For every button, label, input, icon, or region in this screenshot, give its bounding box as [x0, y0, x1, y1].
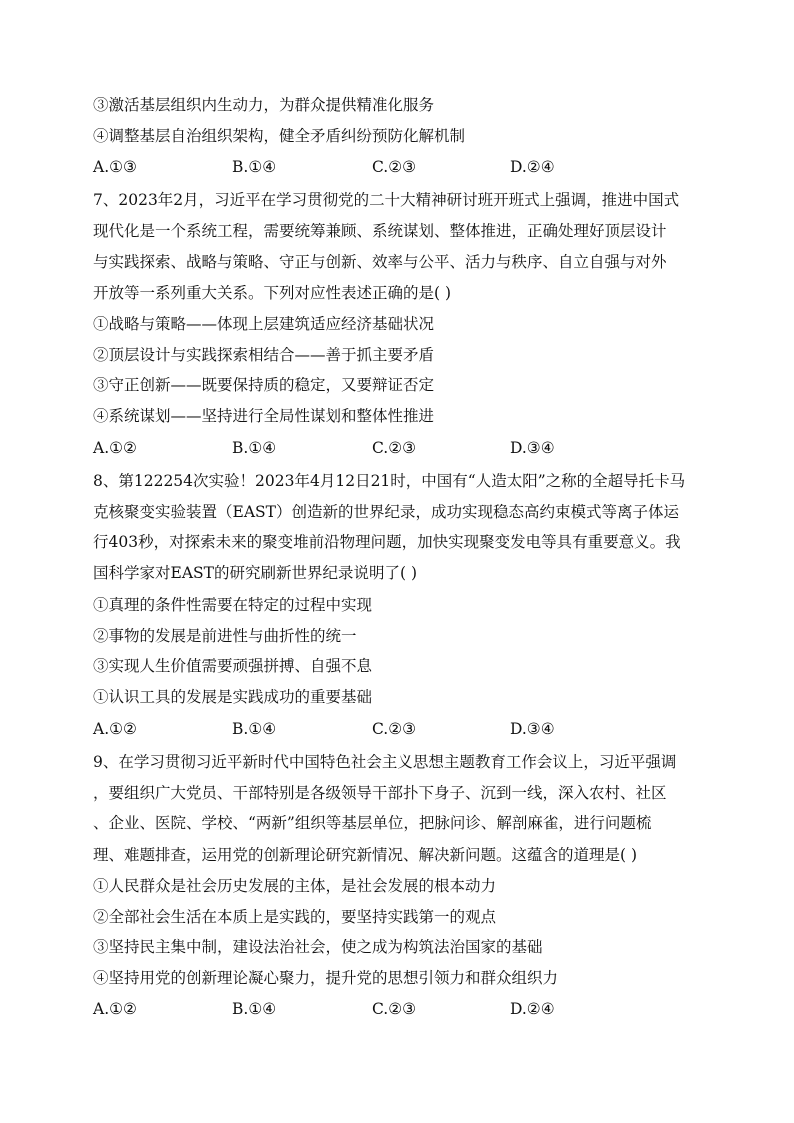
q9-choice-item: ④坚持用党的创新理论凝心聚力，提升党的思想引领力和群众组织力	[93, 969, 559, 987]
q8-choice-item: ②事物的发展是前进性与曲折性的统一	[93, 627, 357, 645]
q9-choice-item: ③坚持民主集中制，建设法治社会，使之成为构筑法治国家的基础	[93, 938, 543, 956]
q9-option-d[interactable]: D.②④	[510, 1000, 555, 1018]
q9-stem-line: 理、难题排查，运用党的创新理论研究新情况、解决新问题。这蕴含的道理是( )	[93, 846, 638, 864]
q7-stem-line: 现代化是一个系统工程，需要统筹兼顾、系统谋划、整体推进，正确处理好顶层设计	[93, 222, 667, 240]
q7-stem-line: 7、2023年2月，习近平在学习贯彻党的二十大精神研讨班开班式上强调，推进中国式	[93, 191, 680, 209]
q6-option-a[interactable]: A.①③	[93, 158, 137, 176]
q8-stem-line: 8、第122254次实验！2023年4月12日21时，中国有“人造太阳”之称的全超导托卡马	[93, 472, 686, 490]
q8-option-c[interactable]: C.②③	[372, 720, 417, 738]
q6-option-b[interactable]: B.①④	[232, 158, 277, 176]
q7-option-b[interactable]: B.①④	[232, 439, 277, 457]
q8-option-b[interactable]: B.①④	[232, 720, 277, 738]
q7-choice-item: ④系统谋划——坚持进行全局性谋划和整体性推进	[93, 407, 435, 425]
q9-choice-item: ①人民群众是社会历史发展的主体，是社会发展的根本动力	[93, 877, 497, 895]
q6-options	[93, 157, 693, 177]
q8-choice-item: ③实现人生价值需要顽强拼搏、自强不息	[93, 657, 373, 675]
q9-options	[93, 999, 693, 1019]
q7-choice-item: ③守正创新——既要保持质的稳定，又要辩证否定	[93, 376, 435, 394]
q7-options	[93, 438, 693, 458]
q7-option-a[interactable]: A.①②	[93, 439, 137, 457]
q7-stem-line: 与实践探索、战略与策略、守正与创新、效率与公平、活力与秩序、自立自强与对外	[93, 253, 667, 271]
q7-option-d[interactable]: D.③④	[510, 439, 555, 457]
q6-option-c[interactable]: C.②③	[372, 158, 417, 176]
q8-option-a[interactable]: A.①②	[93, 720, 137, 738]
q7-option-c[interactable]: C.②③	[372, 439, 417, 457]
q7-stem-line: 开放等一系列重大关系。下列对应性表述正确的是( )	[93, 284, 452, 302]
q8-stem-line: 克核聚变实验装置（EAST）创造新的世界纪录，成功实现稳态高约束模式等离子体运	[93, 503, 679, 521]
q9-stem-line: ，要组织广大党员、干部特别是各级领导干部扑下身子、沉到一线，深入农村、社区	[93, 784, 667, 802]
q8-option-d[interactable]: D.③④	[510, 720, 555, 738]
q9-stem-line: 、企业、医院、学校、“两新”组织等基层单位，把脉问诊、解剖麻雀，进行问题梳	[93, 814, 652, 832]
q9-choice-item: ②全部社会生活在本质上是实践的，要坚持实践第一的观点	[93, 908, 497, 926]
q6-option-d[interactable]: D.②④	[510, 158, 555, 176]
q6-choice-item: ③激活基层组织内生动力，为群众提供精准化服务	[93, 96, 435, 114]
q8-stem-line: 行403秒，对探索未来的聚变堆前沿物理问题，加快实现聚变发电等具有重要意义。我	[93, 533, 681, 551]
q6-choice-item: ④调整基层自治组织架构，健全矛盾纠纷预防化解机制	[93, 127, 466, 145]
q8-choice-item: ①真理的条件性需要在特定的过程中实现	[93, 596, 373, 614]
q9-stem-line: 9、在学习贯彻习近平新时代中国特色社会主义思想主题教育工作会议上，习近平强调	[93, 753, 677, 771]
q8-options	[93, 719, 693, 739]
q8-choice-item: ①认识工具的发展是实践成功的重要基础	[93, 688, 373, 706]
q9-option-c[interactable]: C.②③	[372, 1000, 417, 1018]
q9-option-b[interactable]: B.①④	[232, 1000, 277, 1018]
q8-stem-line: 国科学家对EAST的研究刷新世界纪录说明了( )	[93, 564, 417, 582]
q7-choice-item: ①战略与策略——体现上层建筑适应经济基础状况	[93, 315, 435, 333]
q7-choice-item: ②顶层设计与实践探索相结合——善于抓主要矛盾	[93, 346, 435, 364]
q9-option-a[interactable]: A.①②	[93, 1000, 137, 1018]
